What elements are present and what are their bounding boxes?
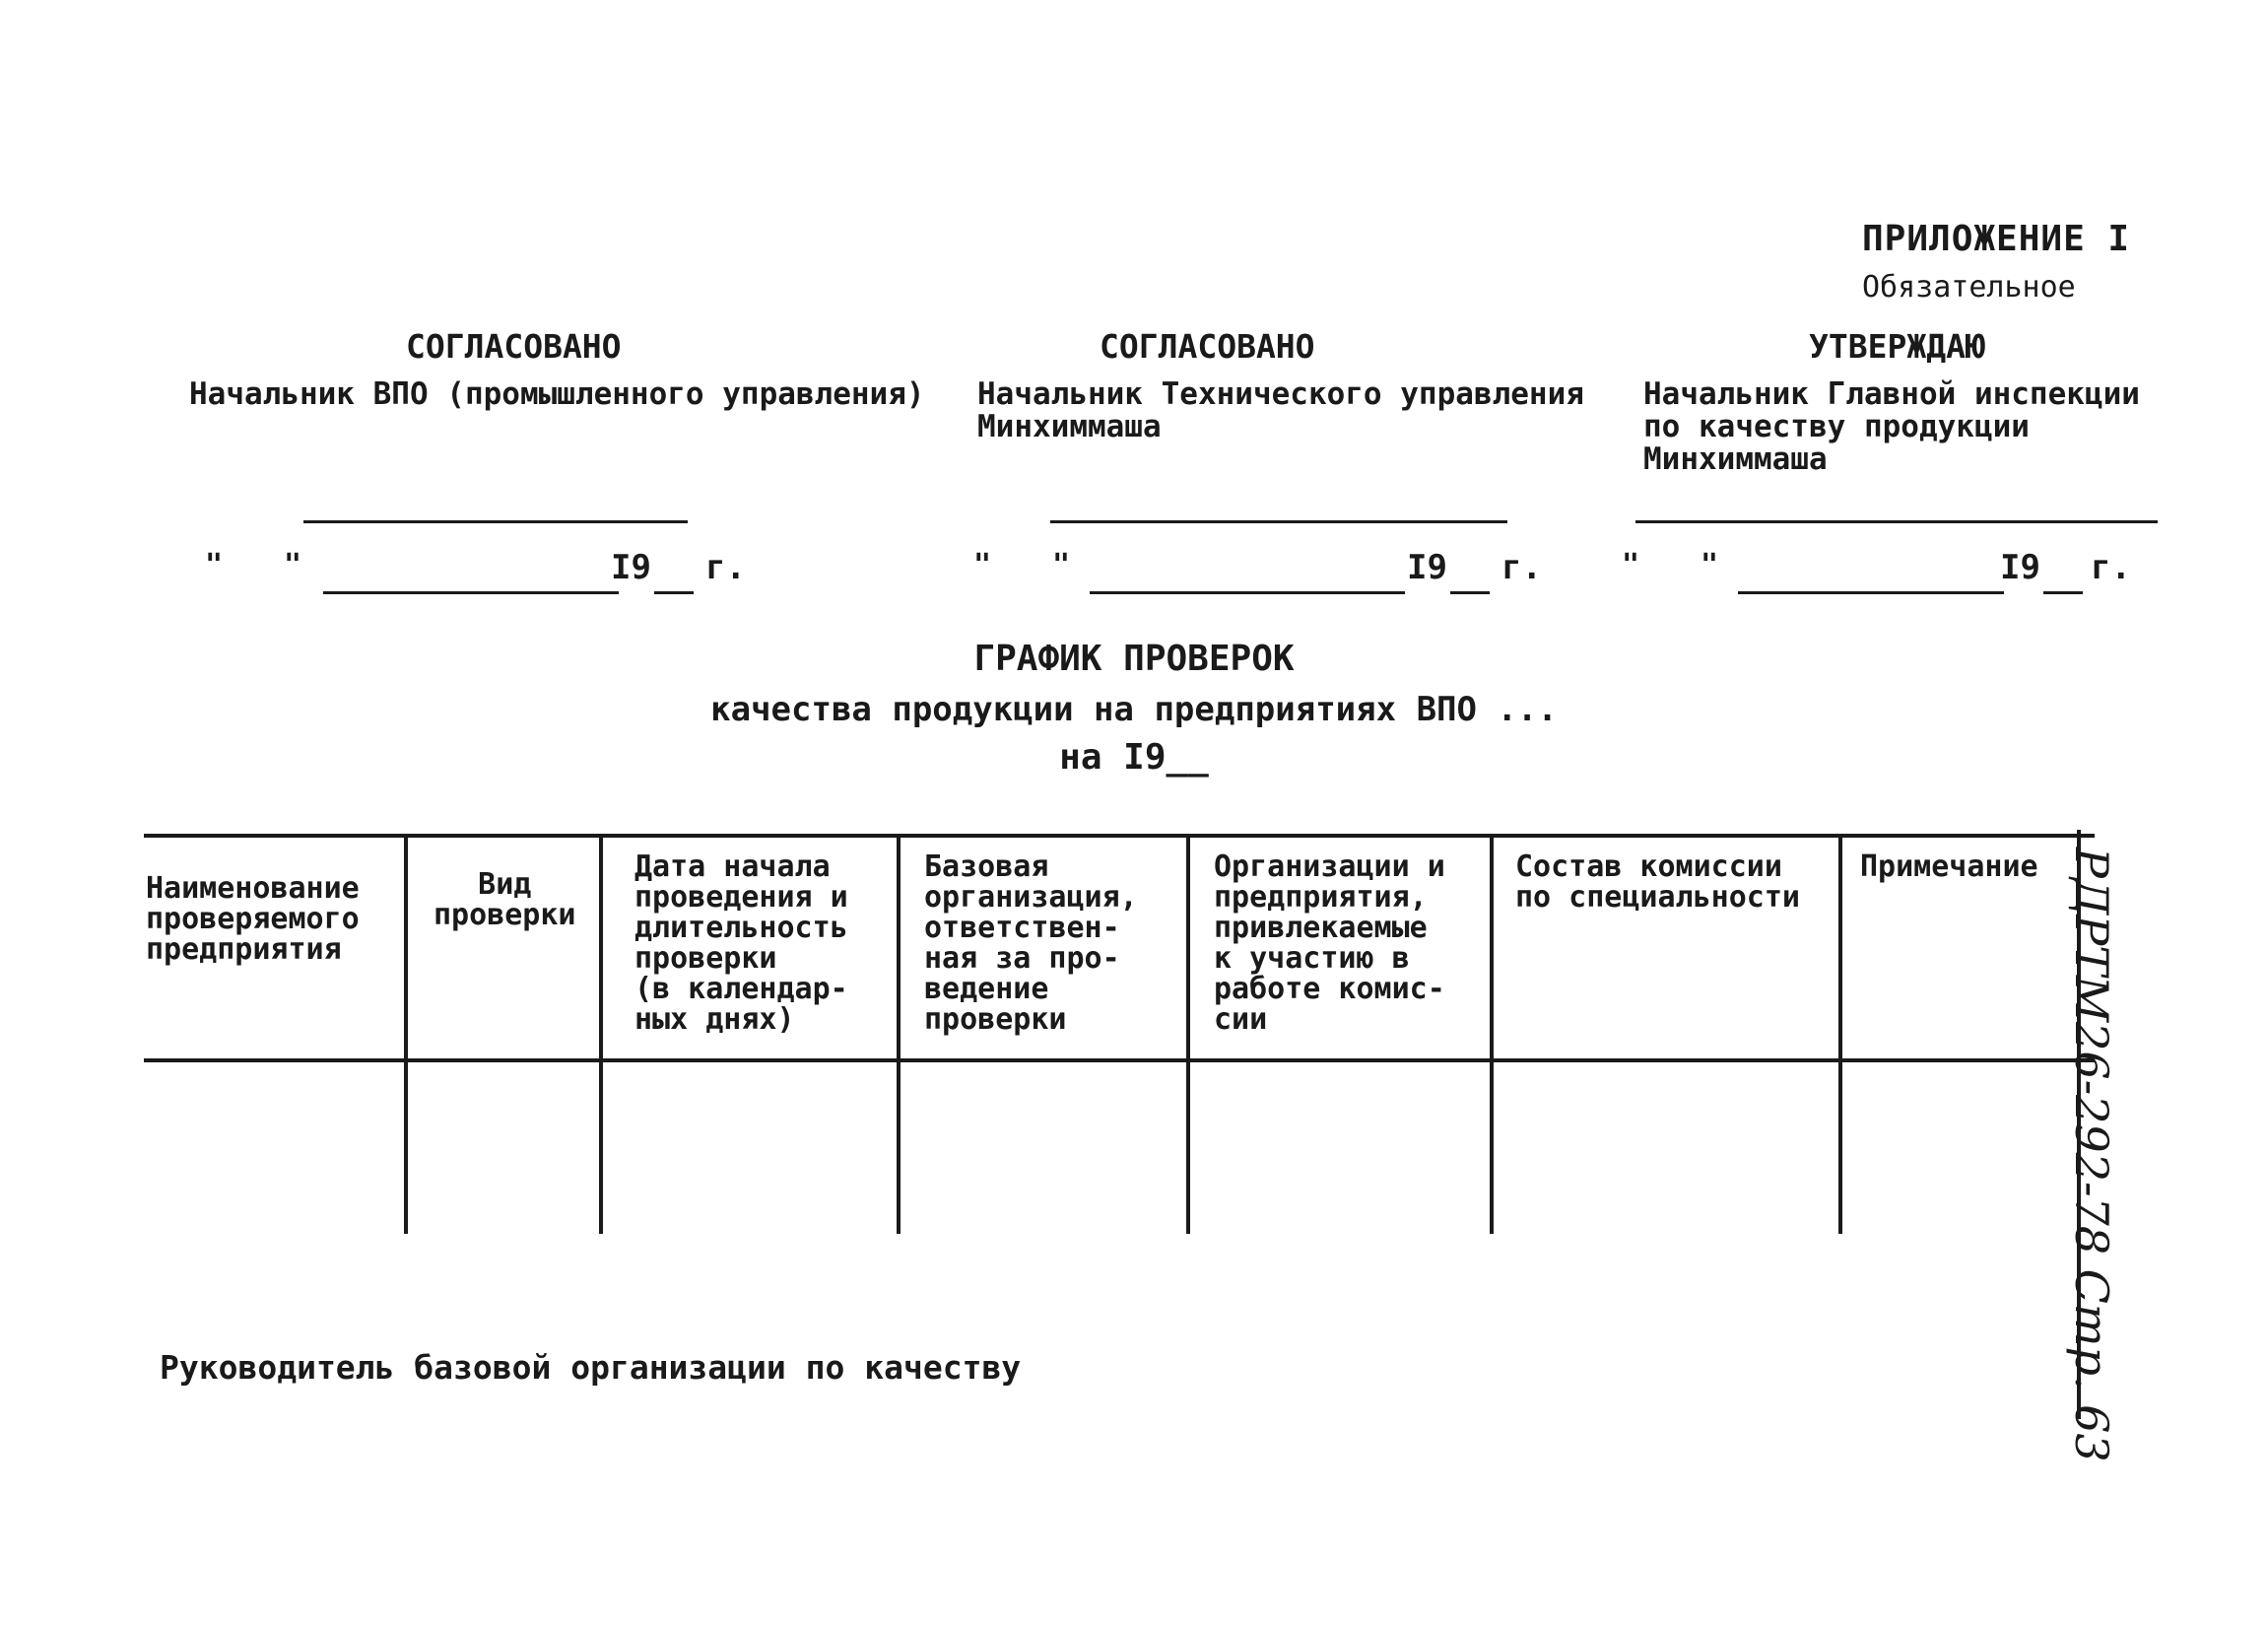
- schedule-table: [144, 834, 2095, 1228]
- table-column-divider: [599, 834, 603, 1234]
- date-year-prefix: I9: [1407, 548, 1447, 587]
- date-quote-open: ": [205, 548, 224, 582]
- column-header-enterprise: Наименование проверяемого предприятия: [146, 871, 360, 967]
- column-header-start-date: Дата начала проведения и длительность проверки (в календар- ных днях): [634, 849, 848, 1037]
- approval-heading-2: СОГЛАСОВАНО: [1100, 327, 1315, 366]
- column-header-base-organization: Базовая организация, ответствен- ная за про- ведение проверки: [924, 849, 1138, 1037]
- appendix-status: Обязательное: [1862, 270, 2076, 305]
- date-suffix: г.: [705, 548, 746, 587]
- approval-text-3: Начальник Главной инспекции по качеству продукции Минхиммаша: [1643, 376, 2140, 477]
- column-header-commission: Состав комиссии по специальности: [1515, 849, 1800, 915]
- schedule-subtitle: качества продукции на предприятиях ВПО ...: [710, 690, 1558, 729]
- date-quote-close: ": [284, 548, 302, 582]
- column-header-inspection-type: Вид проверки: [434, 867, 576, 932]
- date-day-month-blank: [323, 591, 619, 594]
- table-column-divider: [1186, 834, 1190, 1234]
- column-header-notes: Примечание: [1860, 849, 2038, 884]
- column-header-participating-organizations: Организации и предприятия, привлекаемые к участию в работе комис- сии: [1214, 849, 1445, 1037]
- approval-heading-1: СОГЛАСОВАНО: [406, 327, 622, 366]
- date-row-2: [973, 548, 1565, 597]
- date-row-3: [1622, 548, 2173, 597]
- schedule-year: на I9__: [1059, 737, 1209, 778]
- approval-heading-3: УТВЕРЖДАЮ: [1809, 327, 1985, 366]
- date-day-month-blank: [1090, 591, 1405, 594]
- document-code-text: РДРТМ26-292-78 Стр. 63: [2065, 848, 2118, 1462]
- date-quote-close: ": [1052, 548, 1071, 582]
- table-header-separator: [144, 1058, 2095, 1062]
- date-quote-close: ": [1701, 548, 1719, 582]
- footer-signature-label: Руководитель базовой организации по качеству: [160, 1348, 1022, 1387]
- date-suffix: г.: [2091, 548, 2131, 587]
- document-code: [2065, 848, 2126, 1462]
- date-suffix: г.: [1501, 548, 1542, 587]
- date-day-month-blank: [1738, 591, 2004, 594]
- table-column-divider: [897, 834, 901, 1234]
- date-row-1: [205, 548, 757, 597]
- table-column-divider: [1490, 834, 1494, 1234]
- approval-text-1: Начальник ВПО (промышленного управления): [189, 376, 925, 412]
- date-year-prefix: I9: [611, 548, 651, 587]
- appendix-title: ПРИЛОЖЕНИЕ I: [1862, 219, 2131, 259]
- signature-line-3: [1635, 520, 2158, 523]
- date-quote-open: ": [1622, 548, 1640, 582]
- date-year-prefix: I9: [2000, 548, 2040, 587]
- table-column-divider: [1838, 834, 1842, 1234]
- date-year-blank: [1450, 591, 1490, 594]
- table-top-border: [144, 834, 2095, 838]
- date-quote-open: ": [973, 548, 992, 582]
- date-year-blank: [654, 591, 694, 594]
- approval-text-2: Начальник Технического управления Минхиммаша: [977, 376, 1584, 444]
- date-year-blank: [2043, 591, 2083, 594]
- table-column-divider: [404, 834, 408, 1234]
- signature-line-1: [303, 520, 688, 523]
- schedule-title: ГРАФИК ПРОВЕРОК: [973, 639, 1295, 679]
- signature-line-2: [1050, 520, 1507, 523]
